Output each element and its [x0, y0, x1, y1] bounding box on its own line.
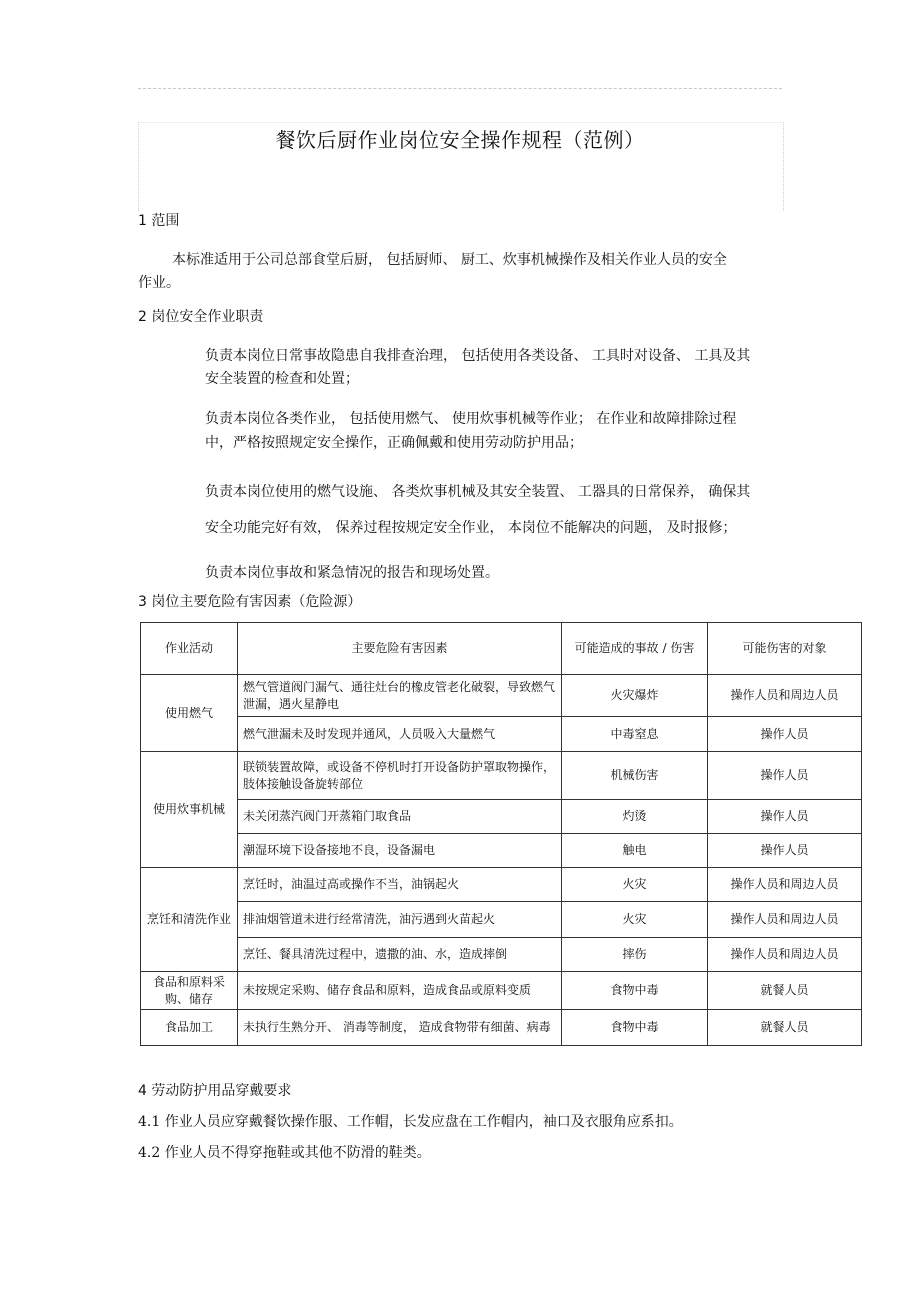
duty-4-line-1: 负责本岗位事故和紧急情况的报告和现场处置。	[205, 565, 499, 581]
accident-cell: 摔伤	[562, 938, 708, 972]
accident-cell: 火灾	[562, 868, 708, 902]
header-hazard: 主要危险有害因素	[238, 623, 562, 675]
table-row	[141, 752, 862, 800]
target-cell: 操作人员	[708, 752, 862, 800]
table-row	[141, 938, 862, 972]
table-row	[141, 902, 862, 938]
target-cell: 就餐人员	[708, 1010, 862, 1046]
target-cell: 操作人员和周边人员	[708, 938, 862, 972]
duty-3-line-1: 负责本岗位使用的燃气设施、 各类炊事机械及其安全装置、 工器具的日常保养， 确保其	[205, 484, 751, 500]
table-row	[141, 800, 862, 834]
hazard-cell: 烹饪、餐具清洗过程中，遗撒的油、水，造成摔倒	[238, 938, 562, 972]
activity-cell: 烹饪和清洗作业	[141, 868, 238, 972]
target-cell: 操作人员和周边人员	[708, 675, 862, 717]
activity-cell: 食品和原料采购、储存	[141, 972, 238, 1010]
table-row	[141, 868, 862, 902]
header-rule	[138, 88, 782, 89]
target-cell: 操作人员	[708, 834, 862, 868]
header-target: 可能伤害的对象	[708, 623, 862, 675]
section-1-line-1: 本标准适用于公司总部食堂后厨， 包括厨师、 厨工、炊事机械操作及相关作业人员的安全	[172, 252, 727, 268]
duty-3-line-2: 安全功能完好有效， 保养过程按规定安全作业， 本岗位不能解决的问题， 及时报修；	[205, 520, 737, 536]
duty-2-line-1: 负责本岗位各类作业， 包括使用燃气、 使用炊事机械等作业； 在作业和故障排除过程	[205, 411, 737, 427]
section-4-heading: 4 劳动防护用品穿戴要求	[138, 1083, 292, 1099]
hazard-cell: 潮湿环境下设备接地不良，设备漏电	[238, 834, 562, 868]
target-cell: 操作人员	[708, 717, 862, 752]
table-header-row	[141, 623, 862, 675]
section-2-heading: 2 岗位安全作业职责	[138, 309, 264, 325]
document-title: 餐饮后厨作业岗位安全操作规程（范例）	[275, 128, 645, 152]
header-activity: 作业活动	[141, 623, 238, 675]
table-row	[141, 717, 862, 752]
duty-1-line-1: 负责本岗位日常事故隐患自我排查治理， 包括使用各类设备、 工具时对设备、 工具及其	[205, 348, 751, 364]
activity-cell: 使用燃气	[141, 675, 238, 752]
target-cell: 操作人员和周边人员	[708, 868, 862, 902]
hazard-cell: 排油烟管道未进行经常清洗，油污遇到火苗起火	[238, 902, 562, 938]
ppe-item-4-1: 4.1 作业人员应穿戴餐饮操作服、工作帽，长发应盘在工作帽内，袖口及衣服角应系扣。	[138, 1114, 683, 1130]
section-1-line-2: 作业。	[138, 275, 180, 291]
ppe-item-4-2: 4.2 作业人员不得穿拖鞋或其他不防滑的鞋类。	[138, 1145, 431, 1161]
target-cell: 操作人员	[708, 800, 862, 834]
accident-cell: 机械伤害	[562, 752, 708, 800]
activity-cell: 使用炊事机械	[141, 752, 238, 868]
accident-cell: 灼烫	[562, 800, 708, 834]
accident-cell: 触电	[562, 834, 708, 868]
table-row	[141, 972, 862, 1010]
table-row	[141, 675, 862, 717]
header-accident: 可能造成的事故 / 伤害	[562, 623, 708, 675]
target-cell: 就餐人员	[708, 972, 862, 1010]
hazard-cell: 燃气管道阀门漏气、通往灶台的橡皮管老化破裂，导致燃气泄漏，遇火星静电	[238, 675, 562, 717]
hazard-cell: 未按规定采购、储存食品和原料，造成食品或原料变质	[238, 972, 562, 1010]
hazard-cell: 联锁装置故障，或设备不停机时打开设备防护罩取物操作，肢体接触设备旋转部位	[238, 752, 562, 800]
hazard-cell: 未关闭蒸汽阀门开蒸箱门取食品	[238, 800, 562, 834]
section-1-heading: 1 范围	[138, 213, 180, 229]
table-row	[141, 834, 862, 868]
section-3-heading: 3 岗位主要危险有害因素（危险源）	[138, 594, 362, 610]
hazard-cell: 燃气泄漏未及时发现并通风，人员吸入大量燃气	[238, 717, 562, 752]
accident-cell: 食物中毒	[562, 1010, 708, 1046]
duty-2-line-2: 中，严格按照规定安全操作，正确佩戴和使用劳动防护用品；	[205, 435, 583, 451]
accident-cell: 食物中毒	[562, 972, 708, 1010]
duty-1-line-2: 安全装置的检查和处置；	[205, 371, 359, 387]
target-cell: 操作人员和周边人员	[708, 902, 862, 938]
hazard-cell: 未执行生熟分开、 消毒等制度， 造成食物带有细菌、病毒	[238, 1010, 562, 1046]
table-row	[141, 1010, 862, 1046]
accident-cell: 火灾爆炸	[562, 675, 708, 717]
hazard-table	[140, 622, 862, 1046]
activity-cell: 食品加工	[141, 1010, 238, 1046]
hazard-cell: 烹饪时，油温过高或操作不当，油锅起火	[238, 868, 562, 902]
accident-cell: 火灾	[562, 902, 708, 938]
accident-cell: 中毒窒息	[562, 717, 708, 752]
